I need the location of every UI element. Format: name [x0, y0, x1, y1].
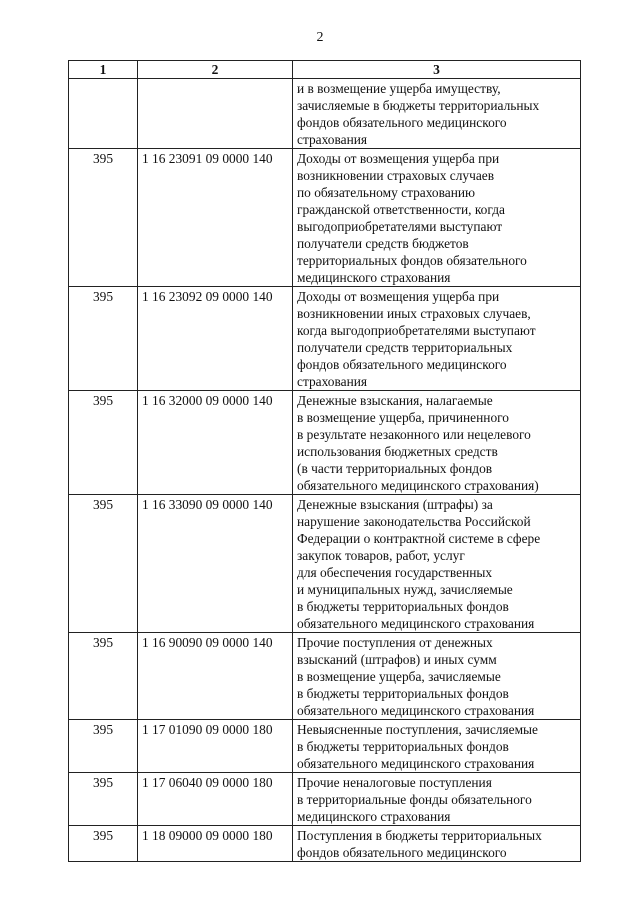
table-row: [69, 633, 581, 720]
column-header-2: 2: [138, 61, 293, 79]
description-cell: Денежные взыскания (штрафы) за нарушение законодательства Российской Федерации о контрактной системе в сфере закупок товаров, работ, услуг для обеспечения государственных и муниципальных нужд, зачисляемые в бюджеты территориальных фондов обязательного медицинского страхования: [293, 495, 581, 633]
admin-code-cell: 395: [69, 826, 138, 862]
column-header-3: 3: [293, 61, 581, 79]
table-row: [69, 149, 581, 287]
budget-code-cell: 1 16 23092 09 0000 140: [138, 287, 293, 391]
budget-code-cell: 1 16 33090 09 0000 140: [138, 495, 293, 633]
budget-code-cell: 1 17 06040 09 0000 180: [138, 773, 293, 826]
description-cell: Поступления в бюджеты территориальных фондов обязательного медицинского: [293, 826, 581, 862]
budget-code-cell: [138, 79, 293, 149]
admin-code-cell: 395: [69, 720, 138, 773]
budget-code-cell: 1 16 32000 09 0000 140: [138, 391, 293, 495]
budget-code-cell: 1 17 01090 09 0000 180: [138, 720, 293, 773]
admin-code-cell: 395: [69, 773, 138, 826]
admin-code-cell: 395: [69, 287, 138, 391]
description-cell: Денежные взыскания, налагаемые в возмещение ущерба, причиненного в результате незаконного или нецелевого использования бюджетных средств (в части территориальных фондов обязательного медицинского страхования): [293, 391, 581, 495]
description-cell: Прочие поступления от денежных взысканий (штрафов) и иных сумм в возмещение ущерба, зачисляемые в бюджеты территориальных фондов обязательного медицинского страхования: [293, 633, 581, 720]
table-row: [69, 391, 581, 495]
table-row: [69, 79, 581, 149]
description-cell: и в возмещение ущерба имуществу, зачисляемые в бюджеты территориальных фондов обязательного медицинского страхования: [293, 79, 581, 149]
budget-code-cell: 1 18 09000 09 0000 180: [138, 826, 293, 862]
description-cell: Доходы от возмещения ущерба при возникновении страховых случаев по обязательному страхованию гражданской ответственности, когда выгодоприобретателями выступают получатели средств бюджетов территориальных фондов обязательного медицинского страхования: [293, 149, 581, 287]
page-number: 2: [316, 30, 324, 45]
admin-code-cell: 395: [69, 633, 138, 720]
admin-code-cell: 395: [69, 495, 138, 633]
description-cell: Прочие неналоговые поступления в территориальные фонды обязательного медицинского страхования: [293, 773, 581, 826]
column-header-1: 1: [69, 61, 138, 79]
description-cell: Невыясненные поступления, зачисляемые в бюджеты территориальных фондов обязательного медицинского страхования: [293, 720, 581, 773]
table-row: [69, 287, 581, 391]
header-row: [69, 61, 581, 79]
budget-code-cell: 1 16 23091 09 0000 140: [138, 149, 293, 287]
table-row: [69, 495, 581, 633]
budget-code-cell: 1 16 90090 09 0000 140: [138, 633, 293, 720]
table-row: [69, 773, 581, 826]
admin-code-cell: [69, 79, 138, 149]
description-cell: Доходы от возмещения ущерба при возникновении иных страховых случаев, когда выгодоприобретателями выступают получатели средств территориальных фондов обязательного медицинского страхования: [293, 287, 581, 391]
table-row: [69, 826, 581, 862]
revenue-codes-table: [68, 60, 581, 862]
admin-code-cell: 395: [69, 391, 138, 495]
admin-code-cell: 395: [69, 149, 138, 287]
table-row: [69, 720, 581, 773]
